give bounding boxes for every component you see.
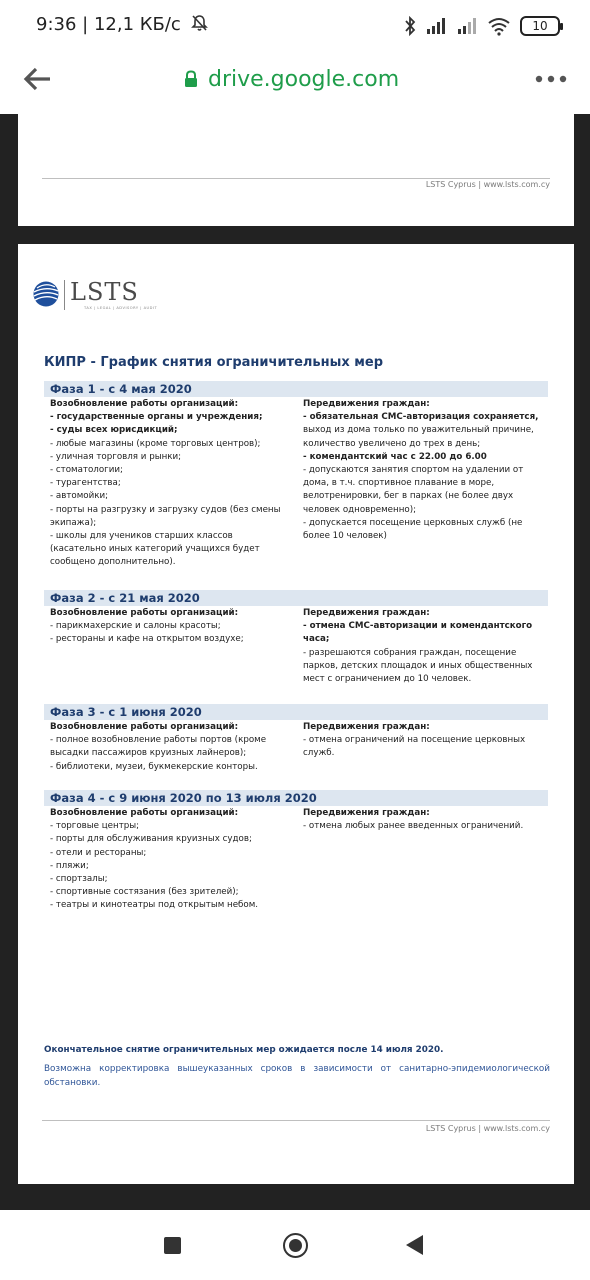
phase-section [44, 704, 548, 774]
wifi-icon [487, 16, 511, 36]
page-footer: LSTS Cyprus | www.lsts.com.cy [425, 1124, 550, 1133]
list-item: более 10 человек) [303, 531, 387, 542]
list-item: - парикмахерские и салоны красоты; [50, 621, 221, 632]
recents-icon[interactable] [164, 1237, 181, 1254]
list-item: - государственные органы и учреждения; [50, 412, 263, 423]
list-item: - отмена ограничений на посещение церковных [303, 735, 526, 746]
list-item: сообщено дополнительно). [50, 557, 176, 568]
list-item: - комендантский час с 22.00 до 6.00 [303, 451, 487, 462]
column-header: Передвижения граждан: [303, 808, 430, 818]
citizens-column [303, 398, 548, 570]
list-item: мест с ограничением до 10 человек. [303, 674, 472, 685]
url-text: drive.google.com [208, 66, 400, 92]
organizations-column [50, 607, 303, 686]
lock-icon [184, 70, 198, 88]
list-item: высадки пассажиров круизных лайнеров); [50, 748, 247, 759]
list-item: дома, в т.ч. спортивное плавание в море, [303, 478, 495, 489]
list-item: - порты для обслуживания круизных судов; [50, 834, 252, 845]
bell-off-icon [191, 14, 208, 32]
column-header: Возобновление работы организаций: [50, 722, 239, 732]
signal-icon [425, 16, 447, 36]
list-item: - театры и кинотеатры под открытым небом. [50, 900, 259, 911]
lsts-logo [32, 276, 158, 322]
signal-icon [456, 16, 478, 36]
phase-section [44, 590, 548, 686]
list-item: - любые магазины (кроме торговых центров); [50, 438, 261, 449]
list-item: экипажа); [50, 517, 97, 528]
phase-heading: Фаза 4 - с 9 июня 2020 по 13 июля 2020 [44, 790, 548, 806]
organizations-column [50, 807, 303, 913]
organizations-column [50, 721, 303, 774]
battery-icon: 10 [520, 16, 560, 36]
list-item: - стоматологии; [50, 465, 123, 476]
list-item: служб. [303, 748, 335, 759]
logo-name: LSTS [70, 278, 139, 306]
list-item: - автомойки; [50, 491, 109, 502]
clock: 9:36 [36, 14, 77, 35]
status-time-speed: 9:36 | 12,1 КБ/с [36, 14, 208, 35]
logo-divider [64, 280, 65, 310]
home-icon[interactable] [283, 1233, 308, 1258]
phase-heading: Фаза 1 - с 4 мая 2020 [44, 381, 548, 397]
logo-tagline: TAX | LEGAL | ADVISORY | AUDIT [84, 306, 158, 310]
citizens-column [303, 807, 548, 913]
list-item: - допускается посещение церковных служб (не [303, 517, 523, 528]
phase-heading: Фаза 3 - с 1 июня 2020 [44, 704, 548, 720]
column-header: Передвижения граждан: [303, 608, 430, 618]
list-item: - уличная торговля и рынки; [50, 451, 182, 462]
list-item: парков, детских площадок и иных общественных [303, 660, 533, 671]
list-item: - спортивные состязания (без зрителей); [50, 887, 239, 898]
list-item: - порты на разгрузку и загрузку судов (без смены [50, 504, 281, 515]
document-viewer[interactable] [0, 114, 590, 1210]
list-item: количество увеличено до трех в день; [303, 438, 481, 449]
column-header: Возобновление работы организаций: [50, 399, 239, 409]
list-item: велотренировки, бег в парках (не более двух [303, 491, 514, 502]
column-header: Возобновление работы организаций: [50, 608, 239, 618]
list-item: - разрешаются собрания граждан, посещение [303, 647, 517, 658]
document-page [18, 244, 574, 1184]
list-item: - турагентства; [50, 478, 121, 489]
status-icons [404, 14, 560, 38]
list-item: - отмена СМС-авторизации и комендантского [303, 621, 533, 632]
back-arrow-icon[interactable] [20, 64, 54, 94]
url-field[interactable] [184, 64, 399, 94]
list-item: (касательно иных категорий учащихся будет [50, 544, 260, 555]
final-lifting-note: Окончательное снятие ограничительных мер ожидается после 14 июля 2020. [44, 1045, 444, 1055]
list-item: - школы для учеников старших классов [50, 531, 233, 542]
bluetooth-icon [404, 16, 416, 36]
status-bar [0, 0, 590, 52]
page-footer: LSTS Cyprus | www.lsts.com.cy [425, 180, 550, 189]
list-item: - суды всех юрисдикций; [50, 425, 178, 436]
list-item: - библиотеки, музеи, букмекерские конторы. [50, 761, 258, 772]
citizens-column [303, 607, 548, 686]
citizens-column [303, 721, 548, 774]
column-header: Передвижения граждан: [303, 399, 430, 409]
list-item: - торговые центры; [50, 821, 140, 832]
list-item: - обязательная СМС-авторизация сохраняется, [303, 412, 539, 423]
back-icon[interactable] [406, 1235, 423, 1255]
column-header: Возобновление работы организаций: [50, 808, 239, 818]
phase-section [44, 790, 548, 913]
phase-heading: Фаза 2 - с 21 мая 2020 [44, 590, 548, 606]
list-item: - полное возобновление работы портов (кроме [50, 735, 267, 746]
column-header: Передвижения граждан: [303, 722, 430, 732]
browser-address-bar [0, 52, 590, 114]
list-item: - пляжи; [50, 860, 89, 871]
list-item: человек одновременно); [303, 504, 417, 515]
list-item: - отели и рестораны; [50, 847, 147, 858]
more-icon[interactable] [534, 68, 568, 90]
list-item: - рестораны и кафе на открытом воздухе; [50, 634, 244, 645]
organizations-column [50, 398, 303, 570]
document-page [18, 114, 574, 226]
list-item: - допускаются занятия спортом на удалении от [303, 465, 524, 476]
adjustment-note: Возможна корректировка вышеуказанных сроков в зависимости от санитарно-эпидемиологической обстановки. [44, 1064, 550, 1088]
globe-logo-icon [32, 280, 60, 308]
list-item: выход из дома только по уважительный причине, [303, 425, 534, 436]
document-title: КИПР - График снятия ограничительных мер [44, 355, 384, 370]
footer-divider [42, 1120, 550, 1121]
footer-divider [42, 178, 550, 179]
list-item: - отмена любых ранее введенных ограничений. [303, 821, 524, 832]
network-speed: 12,1 КБ/с [93, 14, 181, 35]
list-item: - спортзалы; [50, 874, 108, 885]
phase-section [44, 381, 548, 570]
system-nav-bar [0, 1210, 590, 1280]
list-item: часа; [303, 634, 330, 645]
